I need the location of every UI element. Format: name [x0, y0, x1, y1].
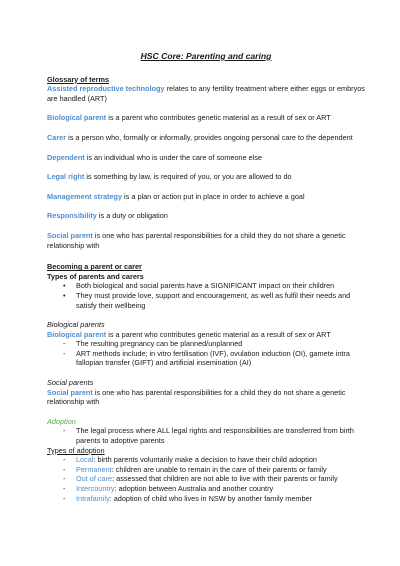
glossary-entry	[47, 172, 365, 182]
glossary-definition: is something by law, is required of you, or you are allowed to do	[84, 172, 292, 182]
list-item: - ART methods include; in vitro fertilisation (IVF), ovulation induction (OI), gamete intra fallopian transfer (GIFT) and artificial insemination (AI)	[47, 349, 365, 368]
glossary-term: Assisted reproductive technology	[47, 84, 165, 94]
bio-list	[47, 339, 365, 368]
glossary-entry	[47, 133, 365, 143]
adoption-types-heading: Types of adoption	[47, 445, 105, 455]
list-item	[47, 474, 365, 484]
adoption-type-term: Intrafamily	[76, 493, 110, 503]
glossary-term: Social parent	[47, 230, 93, 240]
adoption-types-list	[47, 455, 365, 503]
list-item: - The resulting pregnancy can be planned/unplanned	[47, 339, 365, 349]
types-list	[47, 281, 365, 310]
glossary-definition: is one who has parental responsibilities for a child they do not share a genetic relationship with	[47, 230, 346, 250]
glossary-term: Legal right	[47, 172, 85, 182]
bio-def-text: is a parent who contributes genetic material as a result of sex or ART	[106, 329, 331, 339]
glossary-entry	[47, 192, 365, 202]
adoption-type-def: : adoption between Australia and another country	[114, 484, 274, 493]
glossary-term: Carer	[47, 132, 67, 142]
glossary-entry	[47, 84, 365, 103]
glossary-entry	[47, 211, 365, 221]
list-item: • Both biological and social parents have a SIGNIFICANT impact on their children	[47, 281, 365, 291]
document-page	[47, 52, 365, 503]
adoption-type-term: Permanent	[76, 464, 112, 474]
types-heading: Types of parents and carers	[47, 271, 144, 281]
list-item	[47, 494, 365, 504]
list-item	[47, 455, 365, 465]
list-item: - The legal process where ALL legal rights and responsibilities are transferred from birth parents to adoptive parents	[47, 426, 365, 445]
glossary-definition: is a duty or obligation	[96, 211, 168, 221]
adoption-type-term: Intercountry	[76, 484, 115, 493]
adoption-list	[47, 426, 365, 445]
glossary-definition: is a plan or action put in place in order to achieve a goal	[122, 191, 305, 201]
list-item: • They must provide love, support and encouragement, as well as fulfil their needs and satisfy their wellbeing	[47, 291, 365, 310]
glossary-definition: relates to any fertility treatment where either eggs or embryos are handled (ART)	[47, 84, 365, 103]
social-heading: Social parents	[47, 378, 94, 388]
list-item	[47, 465, 365, 475]
glossary-definition: is a person who, formally or informally, provides ongoing personal care to the dependent	[66, 132, 353, 142]
adoption-type-def: : adoption of child who lives in NSW by another family member	[109, 493, 313, 503]
bio-term: Biological parent	[47, 329, 107, 339]
bio-heading: Biological parents	[47, 320, 105, 330]
bio-definition	[47, 330, 365, 340]
adoption-type-def: : birth parents voluntarily make a decision to have their child adoption	[93, 455, 317, 465]
glossary-definition: is a parent who contributes genetic material as a result of sex or ART	[106, 113, 331, 123]
glossary-entry	[47, 113, 365, 123]
glossary-entry	[47, 231, 365, 250]
glossary-definition: is an individual who is under the care of someone else	[84, 152, 262, 162]
becoming-heading: Becoming a parent or carer	[47, 262, 142, 272]
glossary-term: Dependent	[47, 152, 85, 162]
glossary-term: Management strategy	[47, 191, 123, 201]
glossary-term: Responsibility	[47, 211, 97, 221]
glossary-term: Biological parent	[47, 113, 107, 123]
social-def-text: is one who has parental responsibilities for a child they do not share a genetic relationship with	[47, 387, 346, 407]
adoption-type-term: Out of care	[76, 474, 113, 484]
adoption-heading: Adoption	[47, 416, 76, 426]
glossary-entry	[47, 153, 365, 163]
adoption-type-def: : assessed that children are not able to live with their parents or family	[112, 474, 338, 484]
list-item	[47, 484, 365, 494]
social-term: Social parent	[47, 387, 93, 397]
glossary-heading: Glossary of terms	[47, 74, 110, 84]
adoption-type-term: Local	[76, 455, 94, 465]
page-title: HSC Core: Parenting and caring	[140, 51, 272, 61]
social-definition	[47, 388, 365, 407]
adoption-type-def: : children are unable to remain in the care of their parents or family	[111, 464, 327, 474]
